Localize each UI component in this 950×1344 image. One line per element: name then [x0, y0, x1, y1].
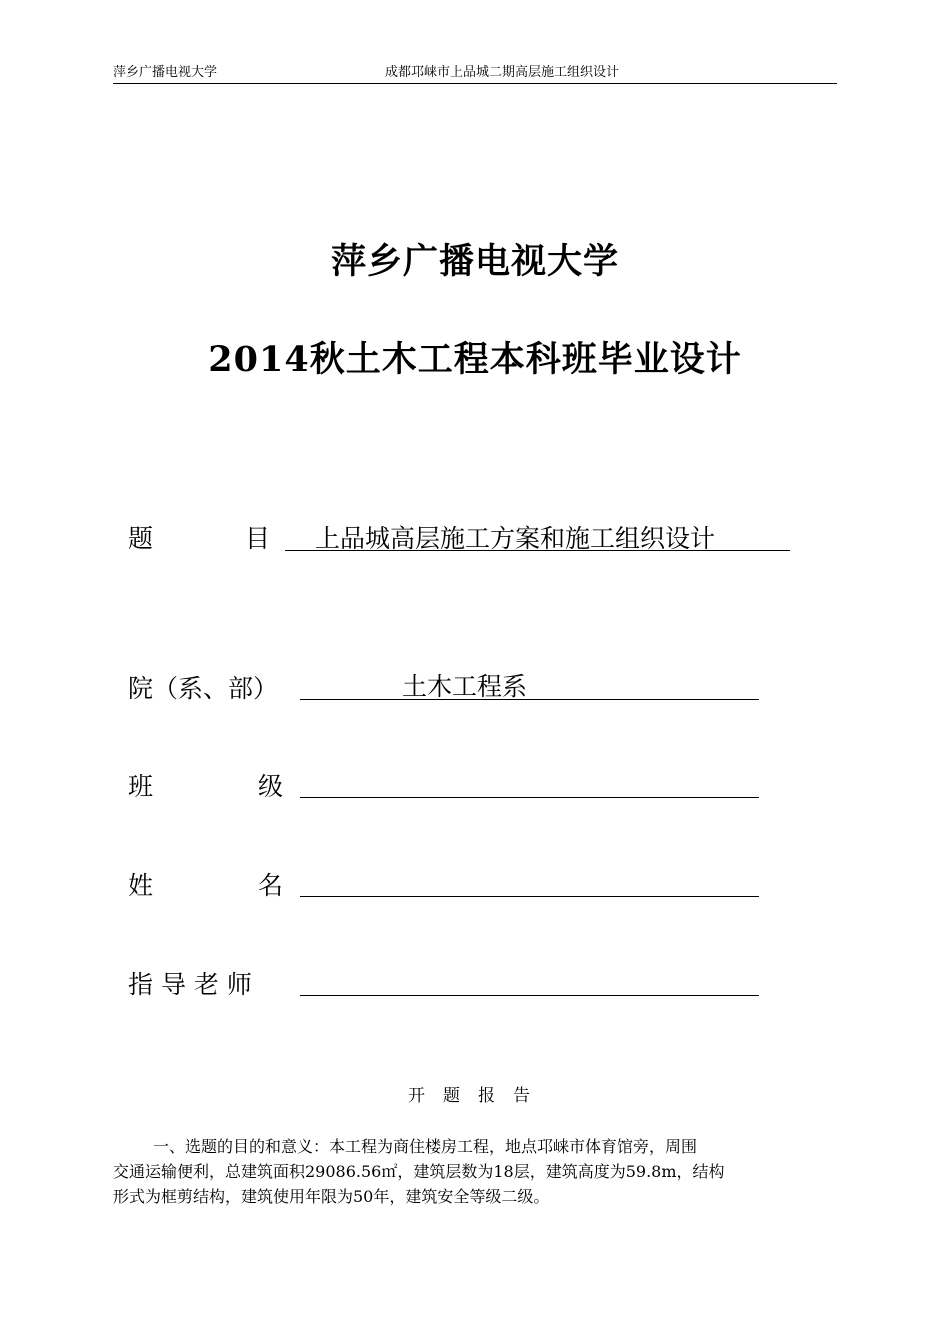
header-document-title: 成都邛崃市上品城二期高层施工组织设计 — [385, 65, 620, 80]
department-value: 土木工程系 — [402, 672, 528, 701]
topic-value: 上品城高层施工方案和施工组织设计 — [315, 524, 716, 553]
topic-label-second: 目 — [245, 524, 271, 553]
topic-underline — [285, 550, 790, 551]
name-label-first: 姓 — [128, 871, 154, 900]
class-label-second: 级 — [258, 772, 284, 801]
department-underline — [300, 699, 759, 700]
report-paragraph — [113, 1134, 837, 1209]
header-school-name: 萍乡广播电视大学 — [113, 65, 218, 80]
name-label-second: 名 — [258, 871, 284, 900]
class-underline — [300, 797, 759, 798]
cover-program-title: 2014秋土木工程本科班毕业设计 — [208, 339, 742, 380]
report-line: 交通运输便利，总建筑面积29086.56㎡，建筑层数为18层，建筑高度为59.8m，结构 — [113, 1162, 725, 1181]
advisor-label: 指 导 老 师 — [128, 970, 252, 999]
report-line: 形式为框剪结构，建筑使用年限为50年，建筑安全等级二级。 — [113, 1187, 550, 1206]
header-rule — [113, 83, 837, 84]
department-label: 院（系、部） — [128, 674, 279, 703]
cover-university-title: 萍乡广播电视大学 — [330, 241, 619, 282]
advisor-underline — [300, 995, 759, 996]
name-underline — [300, 896, 759, 897]
class-label-first: 班 — [128, 772, 154, 801]
report-line-text: 一、选题的目的和意义：本工程为商住楼房工程，地点邛崃市体育馆旁，周围 — [153, 1137, 698, 1156]
report-title: 开题报告 — [408, 1086, 548, 1106]
topic-label-first: 题 — [128, 524, 154, 553]
report-line — [113, 1134, 837, 1159]
